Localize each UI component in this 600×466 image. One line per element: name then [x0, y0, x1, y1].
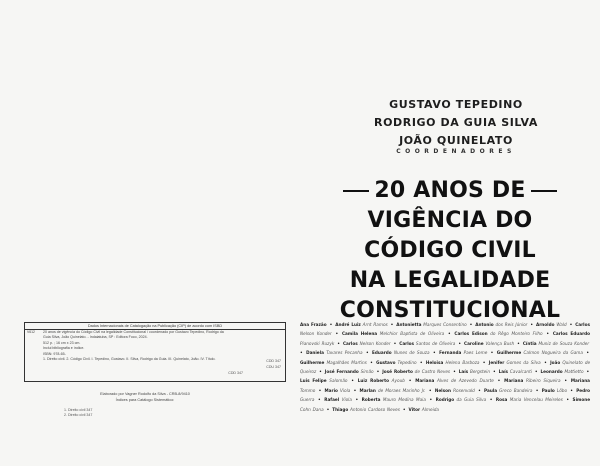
contributor-last-name: Maria Vencelau Meireles — [507, 397, 563, 403]
contributor-last-name: Viola — [339, 397, 352, 403]
contributor-name — [332, 407, 400, 412]
contributor-name — [439, 350, 487, 355]
contributor-name — [325, 388, 351, 393]
author-name: JOÃO QUINELATO — [399, 134, 513, 147]
contributor-last-name: Rosenvald — [450, 387, 475, 393]
contributor-last-name: Cavalcanti — [508, 369, 532, 375]
contributor-separator: • — [451, 369, 458, 375]
title-line-4: NA LEGALIDADE — [349, 268, 551, 293]
title-line-1 — [300, 176, 600, 206]
contributor-last-name: da Guia Silva — [454, 397, 487, 403]
contributor-first-name: Carlos Edison — [454, 331, 488, 337]
contributor-name — [464, 341, 514, 346]
contributor-last-name: Antonio Cardoso Neves — [348, 406, 400, 412]
contributor-separator: • — [367, 359, 376, 365]
contributor-last-name: Lôbo — [554, 387, 568, 393]
contributor-name — [360, 388, 426, 393]
catalog-line: ISBN: 978-65- — [43, 351, 66, 356]
contributor-first-name: Simone — [572, 397, 591, 403]
contributor-last-name: Mattietto — [562, 369, 584, 375]
contributor-name — [343, 341, 391, 346]
contributor-separator: • — [584, 369, 590, 375]
contributor-last-name: Paes Leme — [461, 350, 488, 356]
contributor-last-name: Santos de Oliveira — [414, 340, 456, 346]
contributor-first-name: Carlos Eduardo — [552, 331, 591, 337]
contributor-separator: • — [488, 350, 496, 356]
contributor-separator: • — [405, 378, 415, 384]
contributor-first-name: José Roberto — [382, 369, 413, 375]
contributor-separator: • — [426, 387, 434, 393]
contributor-last-name: Valença Bush — [483, 340, 515, 346]
contributor-separator: • — [515, 340, 522, 346]
contributor-last-name: Greco Bandeira — [497, 387, 533, 393]
contributor-first-name: Jenifer — [488, 359, 505, 365]
contributor-first-name: Paulo — [541, 387, 555, 393]
contributor-separator: • — [475, 387, 484, 393]
contributor-separator: • — [400, 406, 408, 412]
index-entry: 2. Direito civil 347 — [64, 413, 93, 418]
contributor-last-name: Magalhães Martins — [324, 359, 367, 365]
contributor-separator: • — [568, 387, 576, 393]
contributor-name — [300, 322, 327, 327]
contributor-last-name: Pianovski Ruzyk — [300, 340, 335, 346]
contributor-separator: • — [543, 331, 552, 337]
catalog-header: Dados Internacionais de Catalogação na Publicação (CIP) de acordo com ISBD — [25, 323, 285, 330]
contributor-first-name: Caroline — [464, 340, 484, 346]
contributor-name — [358, 378, 405, 383]
librarian-line: Elaborado por Vagner Rodolfo da Silva - CRB-8/9410 — [100, 392, 190, 396]
contributor-name — [542, 388, 567, 393]
contributor-name — [536, 322, 567, 327]
contributor-separator: • — [532, 369, 540, 375]
contributor-separator: • — [456, 340, 464, 346]
contributor-first-name: Laís — [498, 369, 509, 375]
contributor-last-name: Viola — [337, 387, 351, 393]
contributor-first-name: João — [550, 359, 561, 365]
contributor-name — [415, 378, 494, 383]
contributor-name — [435, 388, 475, 393]
contributor-last-name: Tommo — [300, 387, 316, 393]
cdd-code-secondary: CDD 347 — [228, 371, 243, 375]
contributor-name — [342, 331, 444, 336]
contributor-last-name: Muniz de Souza Konder — [536, 340, 590, 346]
contributor-first-name: Roberta — [361, 397, 381, 403]
contributor-name — [362, 397, 426, 402]
contributor-separator: • — [300, 350, 306, 356]
contributor-first-name: Fernanda — [439, 350, 462, 356]
contributor-separator: • — [567, 322, 575, 327]
title-line-5: CONSTITUCIONAL — [339, 298, 561, 323]
contributor-first-name: Marlan — [359, 387, 376, 393]
contributor-last-name: de Castro Neves — [412, 369, 451, 375]
contributor-separator: • — [324, 406, 332, 412]
contributor-name — [504, 378, 560, 383]
contributor-name — [475, 322, 527, 327]
author-name: RODRIGO DA GUIA SILVA — [374, 116, 538, 129]
contributor-separator: • — [391, 340, 399, 346]
contributor-separator: • — [363, 350, 372, 356]
contributor-first-name: Pedro — [576, 387, 591, 393]
contributor-name — [426, 360, 480, 365]
catalog-card-bottom-border — [24, 381, 286, 390]
contributor-last-name: Nelson Konder — [300, 331, 332, 337]
contributor-last-name: Helena Barboza — [443, 359, 480, 365]
index-entry: 1. Direito civil 347 — [64, 408, 93, 412]
contributor-last-name: Gomes da Silva — [504, 359, 541, 365]
contributor-separator: • — [563, 397, 572, 403]
contributor-last-name: dos Reis Júnior — [493, 322, 528, 327]
contributor-first-name: Eduardo — [372, 350, 392, 356]
contributor-name — [540, 369, 583, 374]
contributor-last-name: Marques Consentino — [421, 322, 467, 327]
contributor-first-name: Luiz Roberto — [357, 378, 389, 384]
title-dash-left — [343, 190, 369, 192]
contributor-first-name: Carlos — [399, 340, 415, 346]
contributor-first-name: Carlos — [575, 322, 590, 327]
coordinators-label: COORDENADORES — [396, 148, 516, 155]
title-line-2: VIGÊNCIA DO — [367, 208, 533, 233]
contributor-first-name: Cíntia — [522, 340, 537, 346]
contributor-separator: • — [541, 359, 550, 365]
contributor-first-name: Guilherme — [496, 350, 522, 356]
contributor-first-name: Paula — [484, 387, 498, 393]
contributor-first-name: Thiago — [332, 406, 349, 412]
contributor-name — [300, 360, 367, 365]
contributor-separator: • — [388, 322, 396, 327]
contributor-first-name: José Fernando — [324, 369, 359, 375]
title-dash-right — [531, 190, 557, 192]
contributor-name — [396, 322, 466, 327]
catalog-line: 1. Direito civil. 2. Código Civil. I. Tepedino, Gustavo. II. Silva, Rodrigo da Guia. III. Quinelato, João. IV. Título. — [43, 357, 216, 362]
contributor-separator: • — [480, 359, 488, 365]
contributor-first-name: Camila Helena — [341, 331, 378, 337]
contributor-first-name: Carlos — [342, 340, 358, 346]
contributor-name — [499, 369, 532, 374]
contributor-last-name: Almeida — [420, 406, 439, 412]
contributor-name — [409, 407, 439, 412]
contributor-last-name: Salomão — [326, 378, 348, 384]
contributor-name — [306, 350, 362, 355]
contributor-separator: • — [417, 359, 425, 365]
contributor-first-name: Heloisa — [425, 359, 444, 365]
contributor-first-name: Guilherme — [300, 359, 325, 365]
contributor-separator: • — [332, 331, 341, 337]
contributor-separator: • — [351, 387, 359, 393]
contributor-separator: • — [561, 378, 570, 384]
contributor-separator: • — [445, 331, 454, 337]
book-title — [300, 176, 600, 326]
contributor-first-name: Leonardo — [540, 369, 563, 375]
contributor-separator: • — [430, 350, 439, 356]
contributor-last-name: Nelson Konder — [357, 340, 391, 346]
contributor-separator: • — [374, 369, 382, 375]
contributor-name — [436, 397, 487, 402]
call-number: V612 — [27, 330, 35, 334]
contributor-last-name: Bergstein — [468, 369, 491, 375]
contributor-first-name: Antonietta — [396, 322, 422, 327]
contributor-name — [324, 397, 352, 402]
librarian-credit — [0, 392, 290, 403]
contributor-name — [459, 369, 490, 374]
contributor-last-name: Nunes de Souza — [391, 350, 430, 356]
contributor-last-name: Alves de Azevedo Duarte — [434, 378, 494, 384]
contributor-last-name: Tavares Pecanha — [323, 350, 363, 356]
contributor-last-name: Melchior Baptista de Oliveira — [377, 331, 445, 337]
contributor-separator: • — [317, 369, 324, 375]
contributor-separator: • — [335, 340, 342, 346]
contributor-first-name: Mariana — [570, 378, 591, 384]
contributor-first-name: Daniela — [306, 350, 324, 356]
contributors-list — [300, 320, 590, 414]
contributor-first-name: Rosa — [495, 397, 508, 403]
contributor-first-name: Rafael — [324, 397, 340, 403]
contributor-separator: • — [494, 378, 504, 384]
index-heading: Índices para Catálogo Sistemático: — [115, 397, 175, 402]
contributor-separator: • — [491, 369, 498, 375]
contributor-last-name: Tepedino — [395, 359, 417, 365]
contributor-separator: • — [316, 387, 324, 393]
contributor-first-name: Vitor — [408, 406, 421, 412]
author-name: GUSTAVO TEPEDINO — [389, 98, 523, 111]
contributor-separator: • — [467, 322, 475, 327]
contributor-first-name: Gustavo — [376, 359, 396, 365]
contributor-name — [497, 350, 583, 355]
contributor-first-name: André Luiz — [335, 322, 361, 327]
contributor-last-name: Wald — [554, 322, 567, 327]
contributor-name — [376, 360, 416, 365]
contributor-separator: • — [583, 350, 590, 356]
catalog-line: 20 anos de vigência do Código Civil na legalidade Constitucional / coordenado por Gustavo Tepedino, Rodrigo da — [43, 330, 224, 334]
contributor-name — [489, 360, 541, 365]
contributor-last-name: Ribeiro Siqueira — [523, 378, 561, 384]
contributor-last-name: Guerra — [300, 397, 315, 403]
contributor-name — [325, 369, 374, 374]
cdd-code: CDD 347 — [266, 359, 281, 363]
contributor-last-name: Quinelato de Queiroz — [300, 359, 591, 375]
catalog-body — [27, 330, 283, 375]
contributor-first-name: Laís — [458, 369, 469, 375]
cip-catalog-card — [24, 322, 286, 382]
contributor-last-name: Calmon Nogueira da Gama — [521, 350, 583, 356]
coordinators-names — [366, 96, 546, 150]
contributor-first-name: Mariana — [415, 378, 435, 384]
title-text: 20 ANOS DE — [374, 178, 526, 203]
contributor-name — [484, 388, 532, 393]
contributor-first-name: Antonio — [475, 322, 494, 327]
contributor-first-name: Arnoldo — [536, 322, 555, 327]
contributor-last-name: Ayoub — [388, 378, 405, 384]
contributor-separator: • — [533, 387, 541, 393]
contributor-name — [496, 397, 563, 402]
contributor-first-name: Mariana — [504, 378, 524, 384]
contributor-last-name: de Moraes Marinho Jr. — [375, 387, 426, 393]
contributor-name — [372, 350, 430, 355]
systematic-index — [64, 408, 92, 419]
catalog-line: 512 p. ; 16 cm x 23 cm. — [43, 340, 81, 345]
contributor-separator: • — [426, 397, 435, 403]
contributor-separator: • — [528, 322, 535, 327]
contributor-last-name: Mauro Medina Maia — [380, 397, 426, 403]
contributor-name — [335, 322, 387, 327]
contributor-last-name: Cohn Dana — [300, 406, 324, 412]
cdu-code: CDU 347 — [266, 365, 281, 369]
contributor-first-name: Mario — [324, 387, 338, 393]
contributor-first-name: Nelson — [434, 387, 451, 393]
contributor-name — [523, 341, 589, 346]
contributor-name — [300, 378, 347, 383]
contributor-name — [382, 369, 450, 374]
contributor-last-name: do Rêgo Monteiro Filho — [487, 331, 543, 337]
contributor-name — [399, 341, 455, 346]
catalog-line: Inclui bibliografia e índice. — [43, 346, 85, 351]
contributor-last-name: Simão — [358, 369, 374, 375]
contributor-separator: • — [327, 322, 335, 327]
catalog-line: Guia Silva, João Quinelato. - Indaiatuba, SP : Editora Foco, 2024. — [43, 335, 148, 340]
contributor-name — [454, 331, 542, 336]
title-line-3: CÓDIGO CIVIL — [364, 238, 536, 263]
contributor-separator: • — [487, 397, 495, 403]
contributor-first-name: Rodrigo — [435, 397, 455, 403]
contributor-separator: • — [352, 397, 361, 403]
contributor-first-name: Ana Frazão — [300, 322, 327, 327]
contributor-last-name: Arnt Ramos — [360, 322, 388, 327]
contributor-separator: • — [315, 397, 324, 403]
contributor-separator: • — [348, 378, 357, 384]
contributor-first-name: Luis Felipe — [300, 378, 327, 384]
